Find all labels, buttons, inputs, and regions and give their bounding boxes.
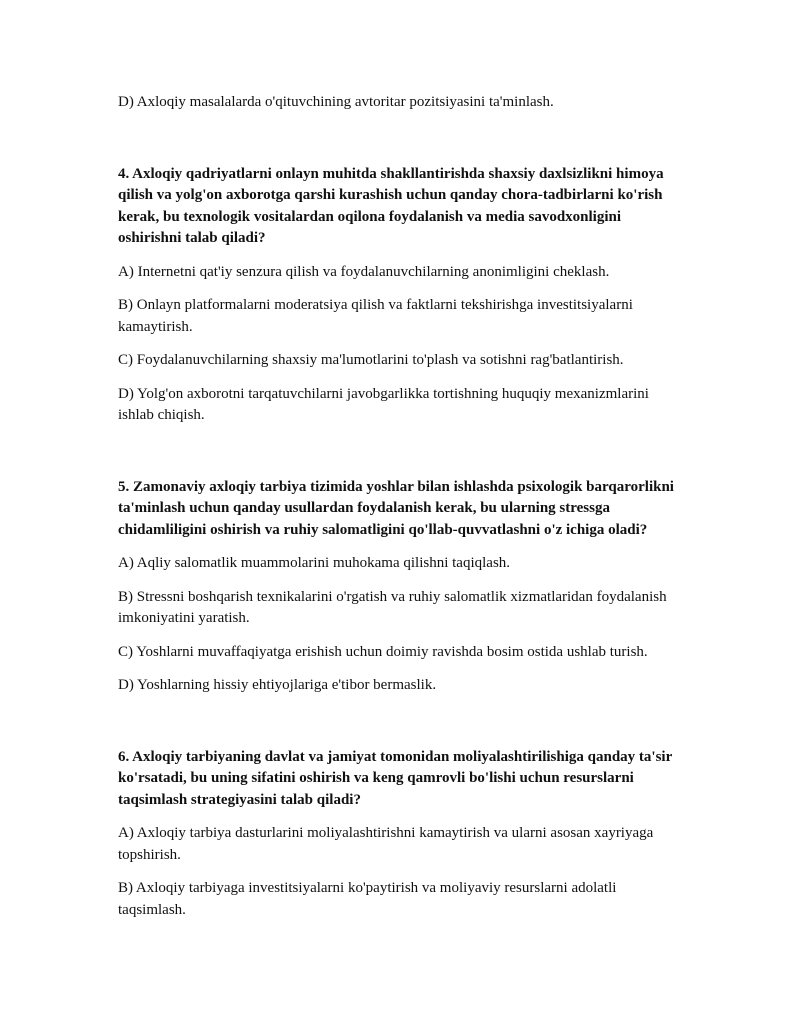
question-6-option-a: A) Axloqiy tarbiya dasturlarini moliyalashtirishni kamaytirish va ularni asosan xayriyaga topshirish. (118, 825, 654, 863)
question-block-6 (118, 747, 688, 922)
question-5-option-a: A) Aqliy salomatlik muammolarini muhokama qilishni taqiqlash. (118, 555, 511, 571)
question-4-option-a: A) Internetni qat'iy senzura qilish va foydalanuvchilarning anonimligini cheklash. (118, 263, 610, 280)
question-4-option-b: B) Onlayn platformalarni moderatsiya qilish va faktlarni tekshirishga investitsiyalarni kamaytirish. (118, 297, 633, 335)
question-block-4 (118, 164, 688, 427)
spacer (118, 126, 688, 164)
question-5-option-b: B) Stressni boshqarish texnikalarini o'rgatish va ruhiy salomatlik xizmatlaridan foydalanish imkoniyatini yaratish. (118, 588, 667, 626)
spacer (118, 709, 688, 747)
intro-option: D) Axloqiy masalalarda o'qituvchining avtoritar pozitsiyasini ta'minlash. (118, 94, 554, 110)
spacer (118, 439, 688, 477)
question-4-text: 4. Axloqiy qadriyatlarni onlayn muhitda shakllantirishda shaxsiy daxlsizlikni himoya qilish va yolg'on axborotga qarshi kurashish uchun qanday chora-tadbirlarni ko'rish kerak, bu texnologik vositalardan oqilona foydalanish va media savodxonligini oshirishni talab qiladi? (118, 165, 664, 246)
question-5-text: 5. Zamonaviy axloqiy tarbiya tizimida yoshlar bilan ishlashda psixologik barqarorlikni ta'minlash uchun qanday usullardan foydalanish kerak, bu ularning stressga chidamliligini oshirish va ruhiy salomatligini qo'llab-quvvatlashni o'z ichiga oladi? (118, 478, 674, 538)
question-5-option-d: D) Yoshlarning hissiy ehtiyojlariga e'tibor bermaslik. (118, 677, 437, 693)
question-6-option-b: B) Axloqiy tarbiyaga investitsiyalarni ko'paytirish va moliyaviy resurslarni adolatli taqsimlash. (118, 880, 617, 918)
question-block-5 (118, 477, 688, 697)
question-5-option-c: C) Yoshlarni muvaffaqiyatga erishish uchun doimiy ravishda bosim ostida ushlab turish. (118, 643, 648, 660)
document-page (118, 92, 688, 933)
question-4-option-c: C) Foydalanuvchilarning shaxsiy ma'lumotlarini to'plash va sotishni rag'batlantirish. (118, 352, 624, 368)
question-4-option-d: D) Yolg'on axborotni tarqatuvchilarni javobgarlikka tortishning huquqiy mexanizmlarini ishlab chiqish. (118, 385, 649, 423)
question-6-text: 6. Axloqiy tarbiyaning davlat va jamiyat tomonidan moliyalashtirilishiga qanday ta'sir ko'rsatadi, bu uning sifatini oshirish va keng qamrovli bo'lishi uchun resurslarni taqsimlash strategiyasini talab qiladi? (118, 748, 672, 808)
